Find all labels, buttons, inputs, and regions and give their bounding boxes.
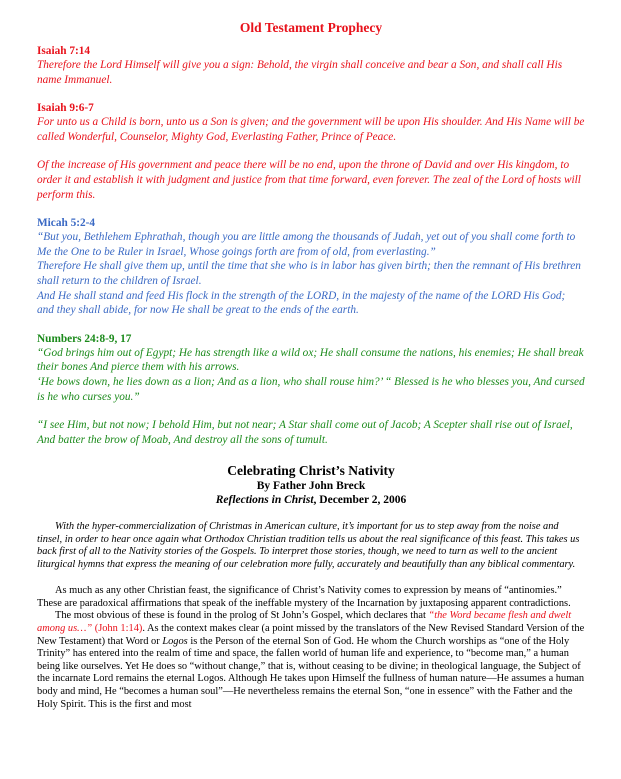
p2-text-a: The most obvious of these is found in the prolog of St John’s Gospel, which declares that — [55, 610, 429, 622]
p2-logos: Logos — [162, 635, 188, 647]
micah-text-2: Therefore He shall give them up, until the time that she who is in labor has given birth; then the remnant of His brethren shall return to the children of Israel. — [37, 260, 581, 287]
article-byline: By Father John Breck — [256, 480, 366, 493]
p2-quote: “the Word became flesh and dwelt among us…” — [37, 610, 572, 635]
article-header — [37, 463, 585, 507]
p2-reference: (John 1:14) — [92, 623, 143, 635]
page-title: Old Testament Prophecy — [239, 20, 383, 35]
article-paragraph-2 — [37, 610, 585, 711]
numbers-text-2: ‘He bows down, he lies down as a lion; And as a lion, who shall rouse him?’ “ Blessed is he who blesses you, And cursed is he who curses you.” — [37, 375, 585, 403]
document-page — [0, 20, 621, 779]
numbers-text-3: “I see Him, but not now; I behold Him, but not near; A Star shall come out of Jacob; A Scepter shall rise out of Israel, And batter the brow of Moab, And destroy all the sons of tumult. — [37, 419, 573, 446]
isaiah-9-text-1: For unto us a Child is born, unto us a Son is given; and the government will be upon His shoulder. And His Name will be called Wonderful, Counselor, Mighty God, Everlasting Father, Prince of Peace. — [37, 116, 585, 143]
isaiah-9-text-2: Of the increase of His government and peace there will be no end, upon the throne of David and over His kingdom, to order it and establish it with judgment and justice from that time forward, even forever. The zeal of the Lord of hosts will perform this. — [37, 159, 581, 201]
isaiah-7-section — [37, 44, 585, 87]
isaiah-7-text: Therefore the Lord Himself will give you a sign: Behold, the virgin shall conceive and bear a Son, and shall call His name Immanuel. — [37, 59, 563, 86]
micah-text-1: “But you, Bethlehem Ephrathah, though you are little among the thousands of Judah, yet out of you shall come forth to Me the One to be Ruler in Israel, Whose goings forth are from of old, from everlasting.” — [37, 231, 576, 258]
isaiah-7-reference: Isaiah 7:14 — [37, 45, 91, 57]
micah-reference: Micah 5:2-4 — [37, 217, 96, 230]
micah-text-3: And He shall stand and feed His flock in the strength of the LORD, in the majesty of the name of the LORD His God; and they shall abide, for now He shall be great to the ends of the earth. — [37, 289, 566, 317]
micah-section — [37, 216, 585, 318]
article-paragraph-1: As much as any other Christian feast, the significance of Christ’s Nativity comes to expression by means of “antinomies.” These are paradoxical affirmations that speak of the ineffable mystery of the Incarnation by juxtaposing apparent contradictions. — [37, 585, 571, 609]
isaiah-9-reference: Isaiah 9:6-7 — [37, 102, 94, 115]
article-intro: With the hyper-commercialization of Christmas in American culture, it’s important for us to step away from the noise and tinsel, in order to hear once again what Orthodox Christian tradition tells us about the real significance of this feast. This takes us back first of all to the Nativity stories of the Gospels. To interpret those stories, though, we need to turn as well to the ancient liturgical hymns that express the meaning of our celebration more fully, accurately and beautifully than any biblical commentary. — [37, 521, 580, 570]
numbers-reference: Numbers 24:8-9, 17 — [37, 332, 132, 345]
numbers-section — [37, 332, 585, 448]
article-source — [37, 493, 585, 507]
article-source-date: , December 2, 2006 — [313, 494, 407, 507]
numbers-text-1: “God brings him out of Egypt; He has strength like a wild ox; He shall consume the nations, his enemies; He shall break their bones And pierce them with his arrows. — [37, 346, 584, 374]
p2-text-b: . As the context makes clear (a point missed by the translators of the New Revised Standard Version of the New Testament) that Word or — [37, 623, 585, 647]
p2-text-c: is the Person of the eternal Son of God. He whom the Church worships as “one of the Holy Trinity” has entered into the realm of time and space, the fallen world of human life and experience, to “become man,” a human being like ourselves. Yet He does so “without change,” that is, without ceasing to be divine; in theological language, the Subject of the incarnate Lord remains the eternal Logos. Although He takes upon Himself the fullness of human nature—He assumes a human body and mind, He “becomes a human soul”—He nevertheless remains the eternal Son, “one in essence” with the Father and the Holy Spirit. This is the first and most — [37, 635, 585, 710]
isaiah-9-section — [37, 101, 585, 202]
article-source-title: Reflections in Christ — [215, 494, 314, 507]
article-title: Celebrating Christ’s Nativity — [227, 463, 395, 479]
